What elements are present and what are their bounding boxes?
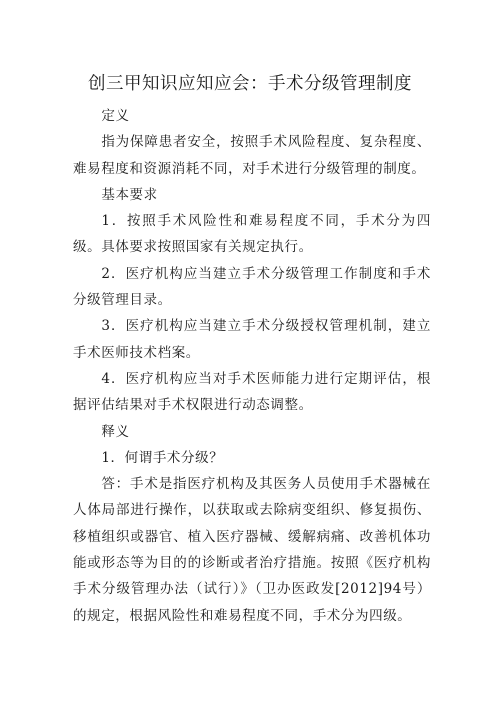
- interpretation-answer-1: 答：手术是指医疗机构及其医务人员使用手术器械在人体局部进行操作，以获取或去除病变组织、修复损伤、移植组织或器官、植入医疗器械、缓解病痛、改善机体功能或形态等为目的的诊断或者治疗措施。按照《医疗机构手术分级管理办法（试行）》（卫办医政发[2012]94号）的规定，根据风险性和难易程度不同，手术分为四级。: [73, 476, 431, 624]
- requirement-item-1: 1．按照手术风险性和难易程度不同，手术分为四级。具体要求按照国家有关规定执行。: [73, 213, 431, 256]
- interpretation-question-1: 1．何谓手术分级？: [101, 449, 224, 466]
- requirement-item-3: 3．医疗机构应当建立手术分级授权管理机制，建立手术医师技术档案。: [73, 318, 431, 361]
- section-heading-definition: 定义: [101, 108, 130, 124]
- document-body: [73, 103, 431, 629]
- definition-paragraph: 指为保障患者安全，按照手术风险程度、复杂程度、难易程度和资源消耗不同，对手术进行分级管理的制度。: [73, 134, 431, 177]
- requirement-item-2: 2．医疗机构应当建立手术分级管理工作制度和手术分级管理目录。: [73, 265, 431, 309]
- section-heading-basic-requirements: 基本要求: [101, 186, 158, 203]
- requirement-item-4: 4．医疗机构应当对手术医师能力进行定期评估，根据评估结果对手术权限进行动态调整。: [73, 370, 431, 414]
- section-heading-interpretation: 释义: [101, 423, 130, 440]
- document-title: 创三甲知识应知应会：手术分级管理制度: [88, 74, 412, 94]
